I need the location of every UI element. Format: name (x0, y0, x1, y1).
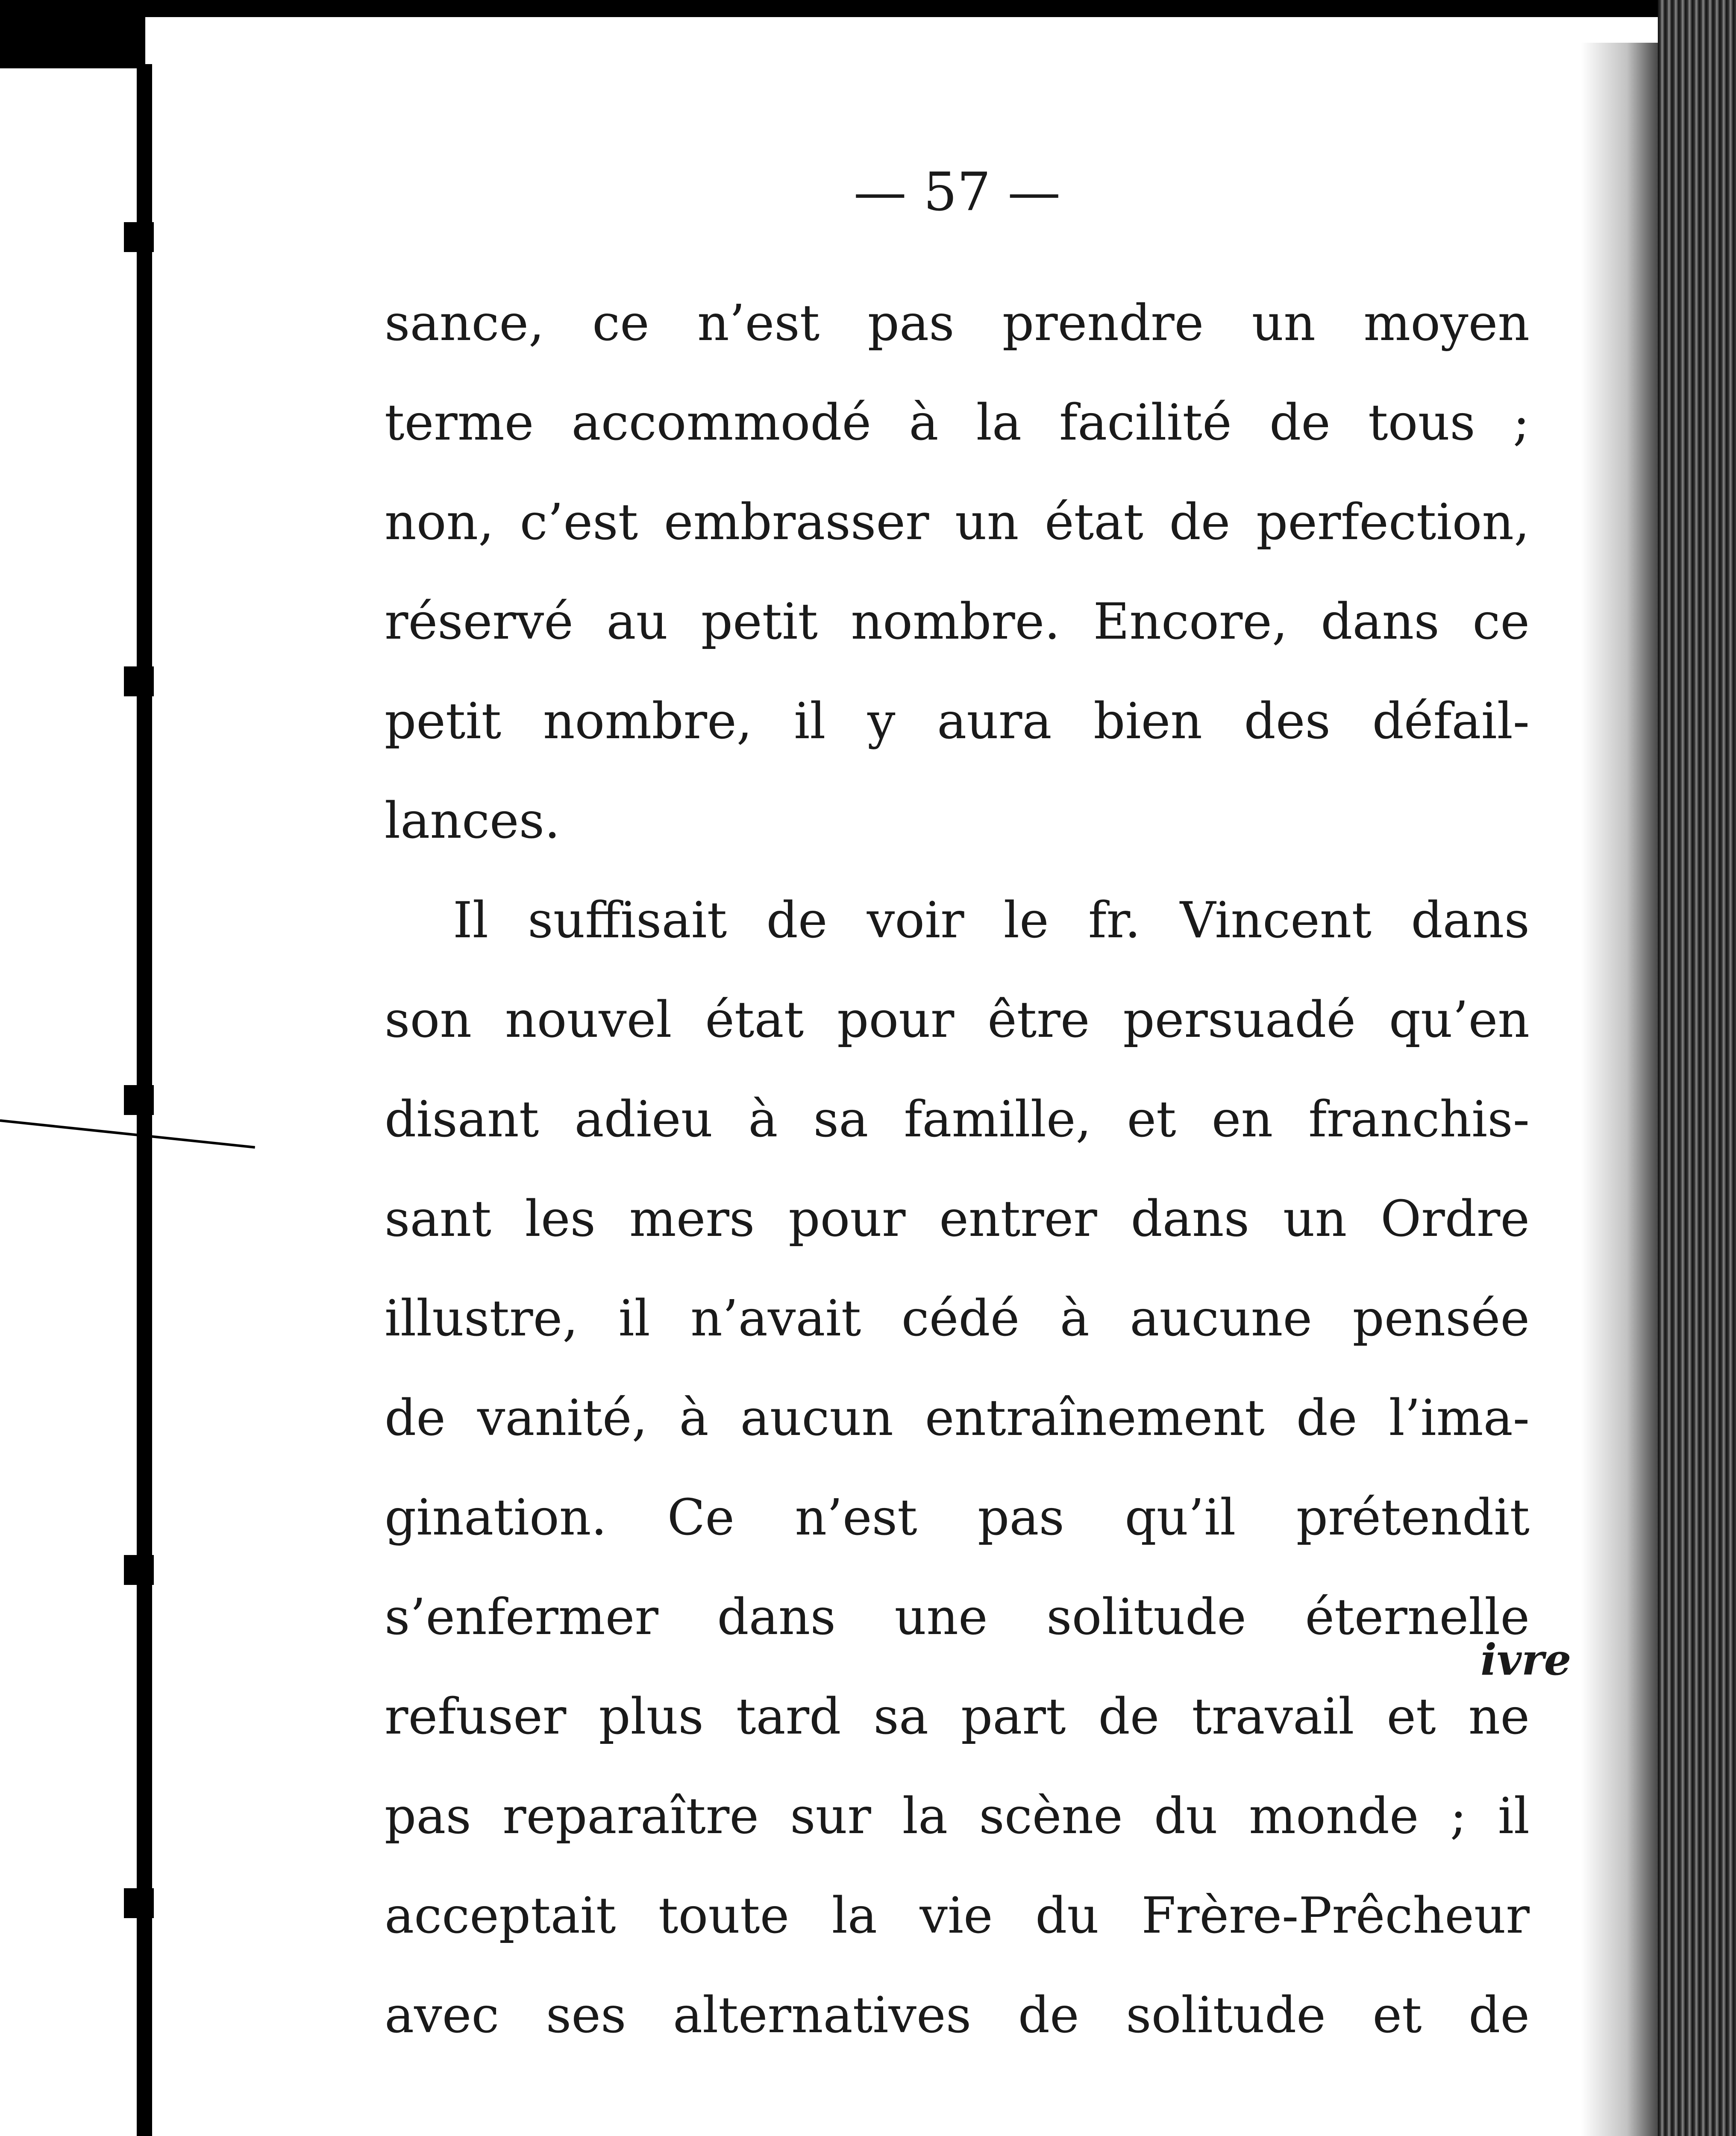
text-line: acceptait toute la vie du Frère-Prêcheur (385, 1887, 1530, 1945)
binding-stitch (124, 1888, 154, 1918)
text-line: terme accommodé à la facilité de tous ; (385, 394, 1530, 452)
marginal-note: ivre (1480, 1634, 1572, 1685)
text-line: de vanité, à aucun entraînement de l’ima- (385, 1389, 1530, 1447)
text-line: s’enfermer dans une solitude éternelle (385, 1588, 1530, 1646)
text-line: gination. Ce n’est pas qu’il prétendit (385, 1489, 1530, 1546)
text-line: non, c’est embrasser un état de perfection, (385, 493, 1530, 551)
scan-right-edge (1658, 0, 1736, 2136)
binding-stitch (124, 222, 154, 252)
text-line: réservé au petit nombre. Encore, dans ce (385, 593, 1530, 651)
text-line: sance, ce n’est pas prendre un moyen (385, 294, 1530, 352)
page-number: — 57 — (853, 161, 1061, 223)
text-line: pas reparaître sur la scène du monde ; il (385, 1787, 1530, 1845)
text-line: sant les mers pour entrer dans un Ordre (385, 1190, 1530, 1248)
text-line: Il suffisait de voir le fr. Vincent dans (453, 892, 1530, 949)
body-text (385, 273, 1530, 2065)
text-line: avec ses alternatives de solitude et de (385, 1986, 1530, 2044)
text-line: petit nombre, il y aura bien des défail- (385, 692, 1530, 750)
binding-stitch (124, 1085, 154, 1115)
text-line: disant adieu à sa famille, et en franchis- (385, 1091, 1530, 1148)
text-line: refuser plus tard sa part de travail et ne (385, 1688, 1530, 1746)
text-line: illustre, il n’avait cédé à aucune pensée (385, 1290, 1530, 1347)
scan-right-shadow (1581, 43, 1658, 2136)
binding-stitch (124, 1555, 154, 1585)
binding-stitch (124, 666, 154, 696)
scan-top-edge (0, 0, 1736, 17)
text-line: son nouvel état pour être persuadé qu’en (385, 991, 1530, 1049)
text-line: lances. (385, 792, 560, 850)
book-page (385, 162, 1530, 2065)
scan-top-edge-left (0, 17, 145, 68)
margin-line (0, 1119, 255, 1149)
